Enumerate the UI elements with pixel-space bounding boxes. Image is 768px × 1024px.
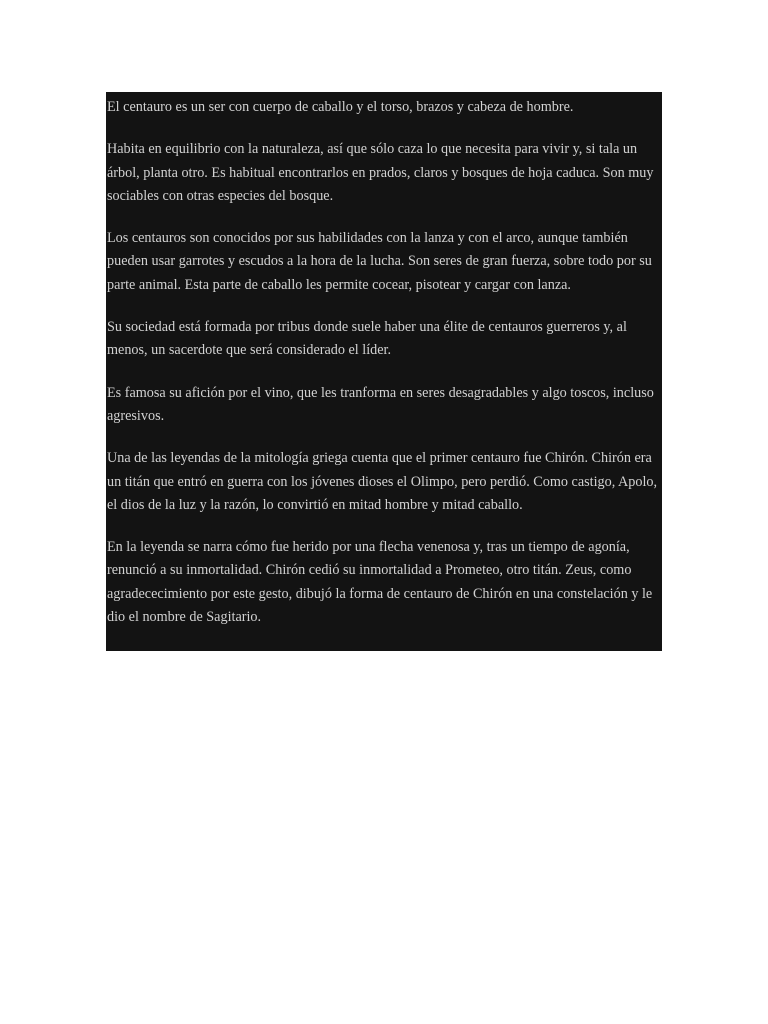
paragraph-skills: Los centauros son conocidos por sus habilidades con la lanza y con el arco, aunque también pueden usar garrotes y escudos a la hora de la lucha. Son seres de gran fuerza, sobre todo por su parte animal. Esta parte de caballo les permite cocear, pisotear y cargar con lanza. — [107, 230, 652, 293]
text-block — [106, 92, 662, 651]
paragraph-habitat: Habita en equilibrio con la naturaleza, así que sólo caza lo que necesita para vivir y, si tala un árbol, planta otro. Es habitual encontrarlos en prados, claros y bosques de hoja caduca. Son muy sociables con otras especies del bosque. — [107, 141, 654, 204]
paragraph-sagittarius: En la leyenda se narra cómo fue herido por una flecha venenosa y, tras un tiempo de agonía, renunció a su inmortalidad. Chirón cedió su inmortalidad a Prometeo, otro titán. Zeus, como agradececimiento por este gesto, dibujó la forma de centauro de Chirón en una constelación y le dio el nombre de Sagitario. — [107, 539, 653, 626]
paragraph-chiron-legend: Una de las leyendas de la mitología griega cuenta que el primer centauro fue Chirón. Chirón era un titán que entró en guerra con los jóvenes dioses el Olimpo, pero perdió. Como castigo, Apolo, el dios de la luz y la razón, lo convirtió en mitad hombre y mitad caballo. — [107, 450, 658, 513]
paragraph-society: Su sociedad está formada por tribus donde suele haber una élite de centauros guerreros y, al menos, un sacerdote que será considerado el líder. — [107, 319, 627, 359]
paragraph-intro: El centauro es un ser con cuerpo de caballo y el torso, brazos y cabeza de hombre. — [107, 99, 574, 115]
paragraph-wine: Es famosa su afición por el vino, que les tranforma en seres desagradables y algo toscos, incluso agresivos. — [107, 384, 654, 424]
